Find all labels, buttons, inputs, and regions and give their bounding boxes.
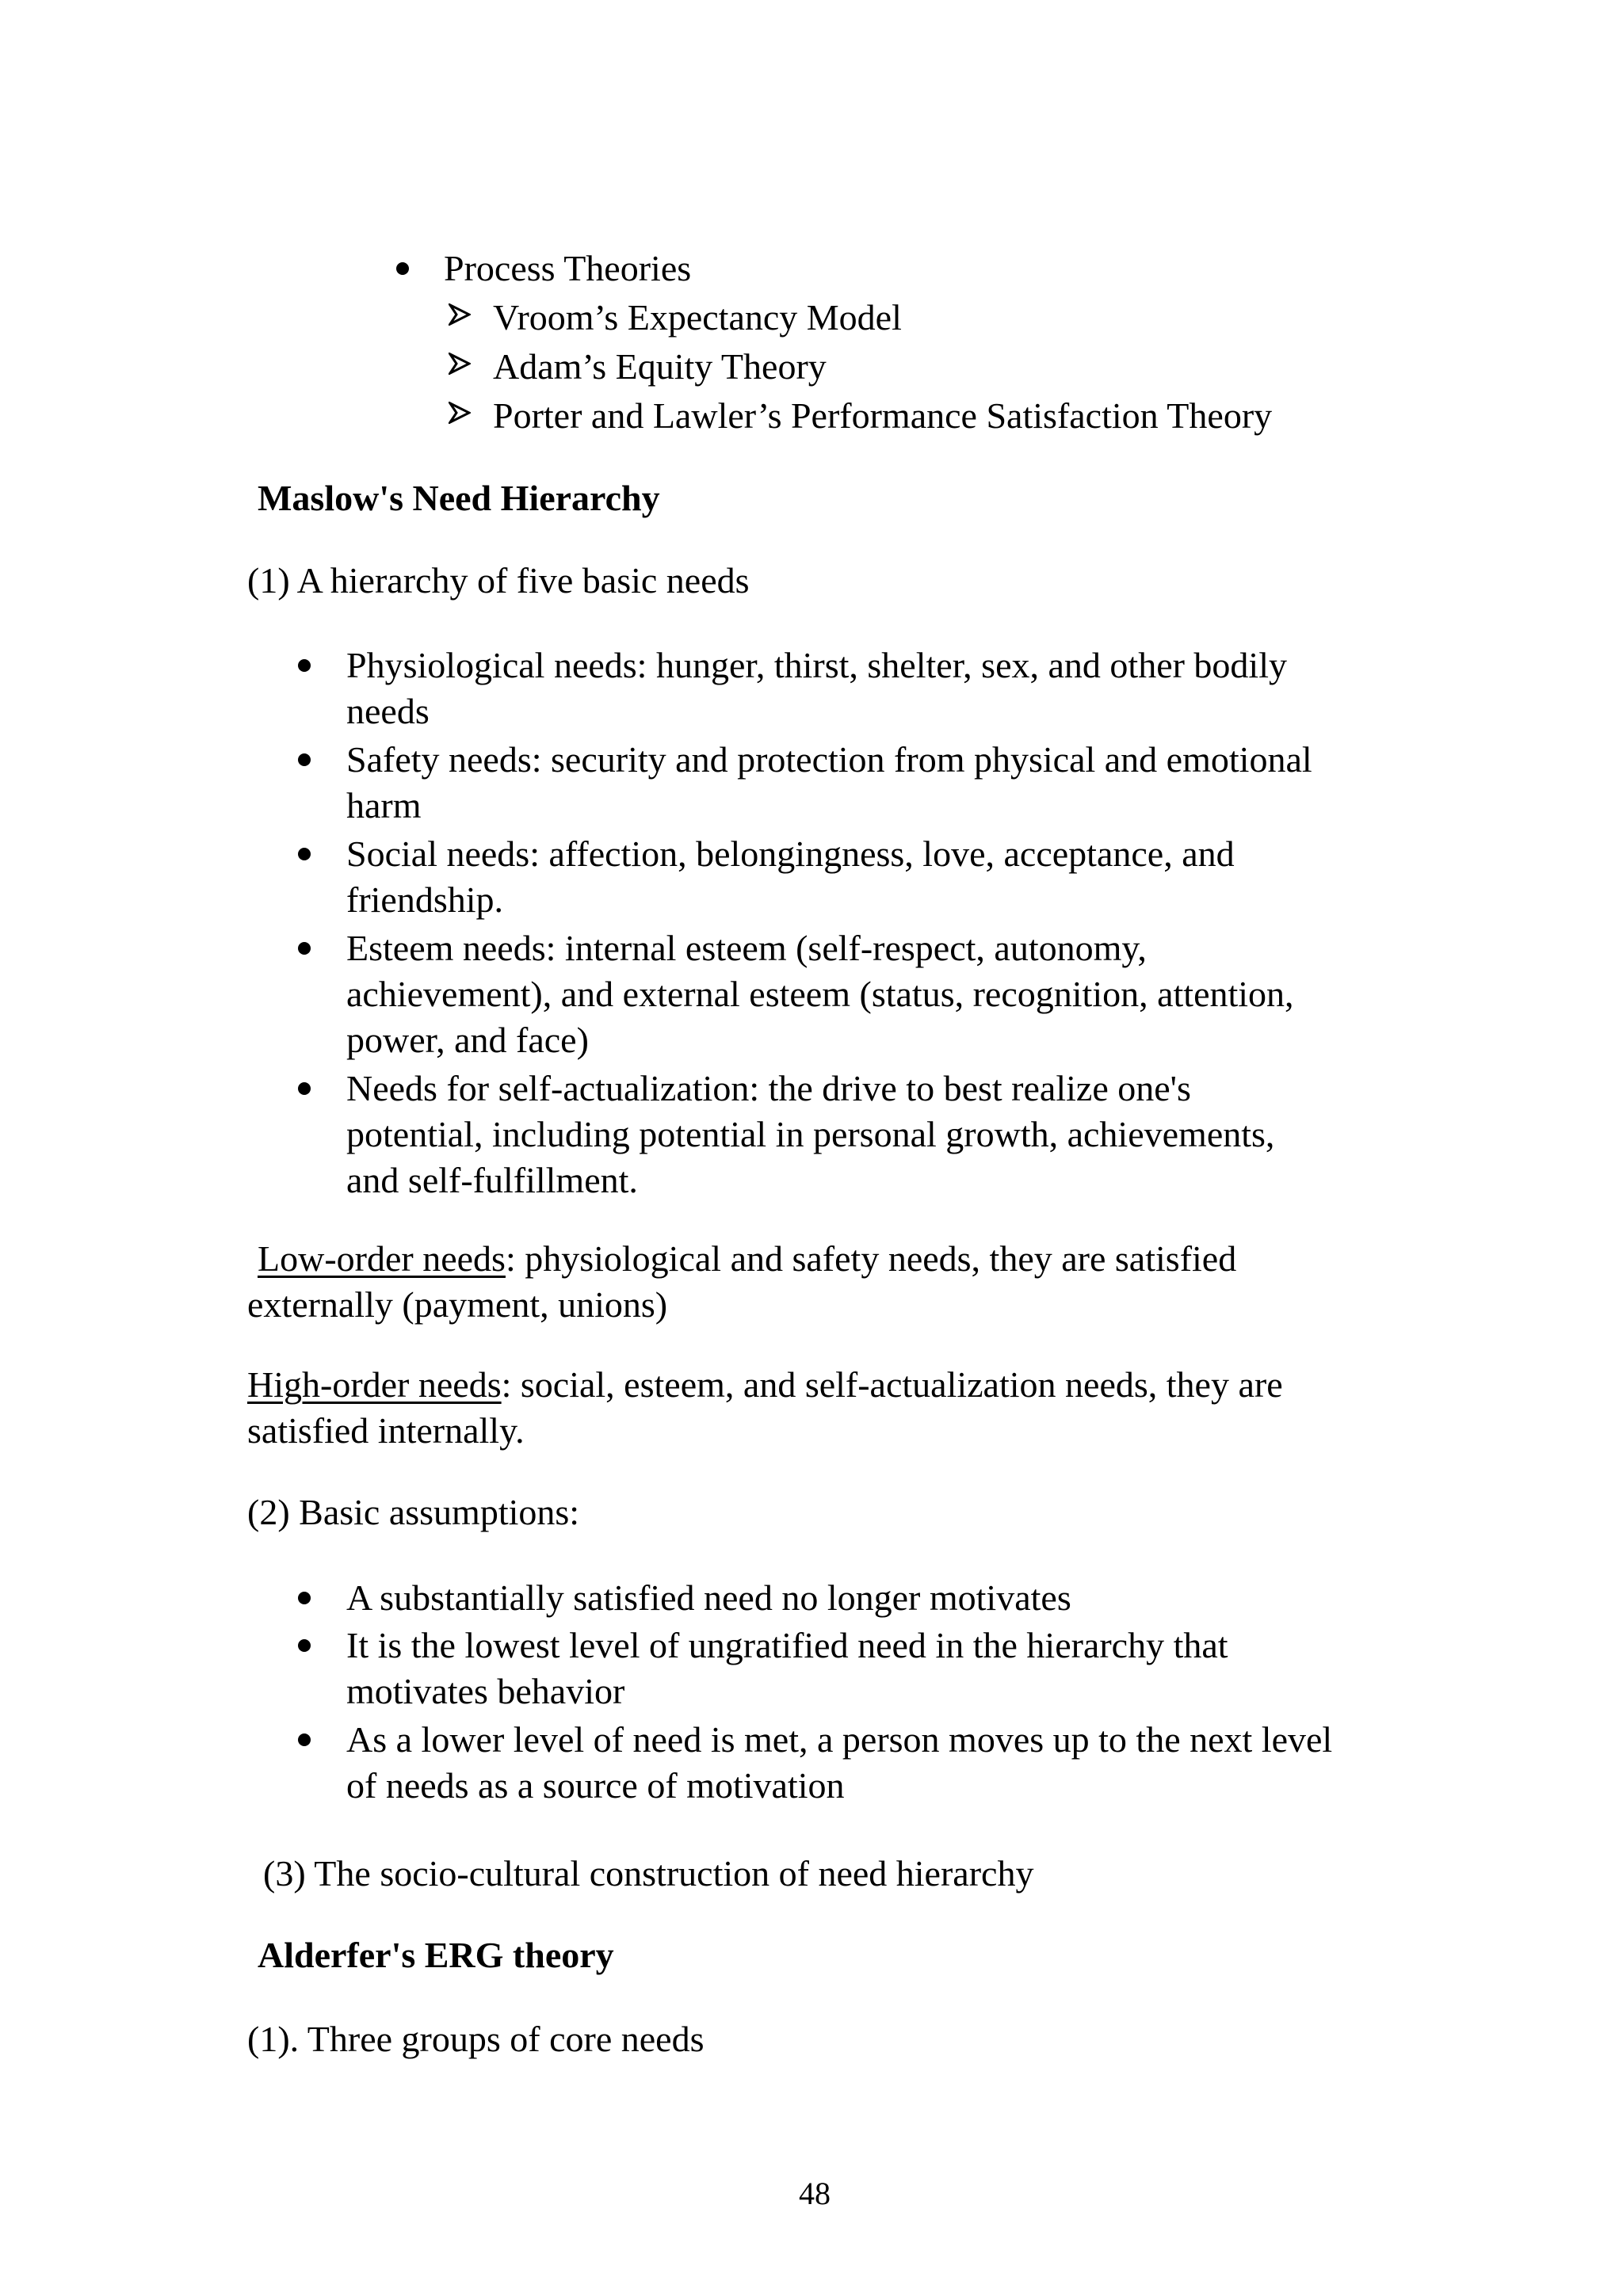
assumption-item: [346, 1623, 1228, 1714]
need-line: Safety needs: security and protection from physical and emotional: [346, 739, 1312, 780]
assumption-item: [346, 1575, 1071, 1621]
maslow-section-2: (2) Basic assumptions:: [247, 1492, 580, 1532]
assumption-line: A substantially satisfied need no longer motivates: [346, 1577, 1071, 1618]
low-order-term: Low-order needs: [258, 1238, 506, 1279]
need-line: friendship.: [346, 879, 504, 920]
high-order-text: : social, esteem, and self-actualization needs, they are: [501, 1364, 1283, 1405]
bullet-dot-icon: [298, 1082, 311, 1095]
low-order-line-1: [247, 1236, 1236, 1282]
need-item-self-actualization: [346, 1066, 1274, 1203]
high-order-term: High-order needs: [247, 1364, 502, 1405]
need-item-physiological: [346, 643, 1287, 734]
need-line: Social needs: affection, belongingness, love, acceptance, and: [346, 833, 1235, 874]
need-item-safety: [346, 737, 1312, 829]
bullet-dot-icon: [298, 1733, 311, 1746]
process-theories-title: Process Theories: [444, 248, 692, 288]
process-theory-item: Vroom’s Expectancy Model: [493, 297, 902, 338]
need-line: Needs for self-actualization: the drive to best realize one's: [346, 1068, 1191, 1108]
need-line: harm: [346, 785, 422, 826]
need-line: achievement), and external esteem (status, recognition, attention,: [346, 974, 1294, 1014]
assumption-line: motivates behavior: [346, 1671, 625, 1711]
maslow-section-3: (3) The socio-cultural construction of need hierarchy: [263, 1853, 1034, 1894]
low-order-text: : physiological and safety needs, they are satisfied: [505, 1238, 1237, 1279]
need-line: potential, including potential in personal growth, achievements,: [346, 1114, 1275, 1154]
maslow-section-1: (1) A hierarchy of five basic needs: [247, 560, 750, 601]
high-order-line-1: [247, 1362, 1283, 1408]
assumption-line: It is the lowest level of ungratified need in the hierarchy that: [346, 1625, 1228, 1665]
alderfer-section-1: (1). Three groups of core needs: [247, 2019, 705, 2059]
high-order-line-2: satisfied internally.: [247, 1410, 525, 1451]
maslow-heading: Maslow's Need Hierarchy: [258, 478, 660, 518]
need-line: power, and face): [346, 1020, 589, 1060]
assumption-line: of needs as a source of motivation: [346, 1765, 845, 1806]
bullet-dot-icon: [298, 1639, 311, 1652]
bullet-dot-icon: [396, 262, 409, 275]
bullet-dot-icon: [298, 942, 311, 955]
bullet-dot-icon: [298, 753, 311, 766]
need-line: and self-fulfillment.: [346, 1160, 638, 1200]
alderfer-heading: Alderfer's ERG theory: [258, 1935, 614, 1975]
assumption-line: As a lower level of need is met, a person moves up to the next level: [346, 1719, 1333, 1760]
low-order-line-2: externally (payment, unions): [247, 1284, 668, 1325]
assumption-item: [346, 1717, 1332, 1809]
need-item-esteem: [346, 925, 1294, 1063]
bullet-dot-icon: [298, 848, 311, 860]
need-item-social: [346, 831, 1235, 923]
page-number: 48: [799, 2176, 831, 2211]
bullet-dot-icon: [298, 1592, 311, 1604]
low-order-needs-paragraph: [247, 1236, 1236, 1328]
need-line: Physiological needs: hunger, thirst, shelter, sex, and other bodily: [346, 645, 1287, 685]
bullet-dot-icon: [298, 659, 311, 672]
process-theory-item: Porter and Lawler’s Performance Satisfaction Theory: [493, 395, 1273, 436]
process-theory-item: Adam’s Equity Theory: [493, 346, 827, 387]
need-line: Esteem needs: internal esteem (self-respect, autonomy,: [346, 928, 1147, 968]
high-order-needs-paragraph: [247, 1362, 1283, 1454]
need-line: needs: [346, 691, 430, 731]
